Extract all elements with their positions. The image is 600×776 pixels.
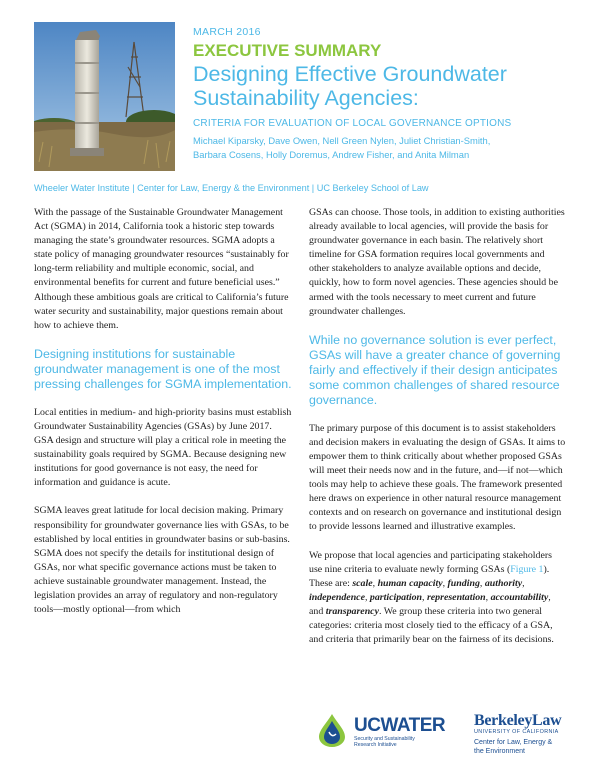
criterion-participation: participation <box>369 591 423 603</box>
ucwater-name: UCWATER <box>354 715 446 736</box>
summary-label: EXECUTIVE SUMMARY <box>193 41 382 60</box>
criterion-independence: independence <box>309 591 365 603</box>
paragraph: GSAs can choose. Those tools, in addition to existing authorities already available to local agencies, will provide the basis for groundwater governance in each basin. The relatively short timeline for GSA formation requires local governments and other stakeholders to analyze available options and decide, quickly, how to form novel agencies. These agencies should be armed with the tools necessary to meet current and future groundwater challenges. <box>309 207 565 317</box>
berkeley-center-2: the Environment <box>474 747 525 755</box>
berkeley-law-name: BerkeleyLaw <box>474 712 562 729</box>
criterion-authority: authority <box>484 577 523 589</box>
title-line-2: Sustainability Agencies: <box>193 86 419 110</box>
paragraph: With the passage of the Sustainable Groundwater Management Act (SGMA) in 2014, California took a historic step towards managing the state’s groundwater resources. SGMA adopts a state policy of managing groundwater resources “sustainably for long-term reliability and multiple economic, social, and environmental benefits for current and future beneficial uses.” Although these ambitious goals are critical to California’s future water security and sustainability, major questions remain about how to achieve them. <box>34 207 289 331</box>
cover-photo <box>34 22 175 171</box>
paragraph: SGMA leaves great latitude for local decision making. Primary responsibility for groundwater governance lies with GSAs, to be established by local entities in groundwater basins or sub-basins. SGMA does not specify the details for institutional design of GSAs, nor what specific governance actions must be taken to achieve sustainable groundwater management. Instead, the legislation provides an array of regulatory and non-regulatory tools—mostly optional—from which <box>34 505 290 616</box>
title-line-1: Designing Effective Groundwater <box>193 62 507 86</box>
subtitle: CRITERIA FOR EVALUATION OF LOCAL GOVERNANCE OPTIONS <box>193 118 512 129</box>
authors-line-2: Barbara Cosens, Holly Doremus, Andrew Fisher, and Anita Milman <box>193 149 470 160</box>
institutions-line: Wheeler Water Institute | Center for Law, Energy & the Environment | UC Berkeley School of Law <box>34 183 429 193</box>
berkeley-university: UNIVERSITY OF CALIFORNIA <box>474 729 559 735</box>
authors-line-1: Michael Kiparsky, Dave Owen, Nell Green Nylen, Juliet Christian-Smith, <box>193 135 491 146</box>
header <box>193 26 573 162</box>
criteria-paragraph: We propose that local agencies and participating stakeholders use nine criteria to evaluate newly forming GSAs (Figure 1). These are: scale, human capacity, funding, authority, independence, participation, representation, accountability, and transparency. We group these criteria into two general categories: criteria most closely tied to the efficacy of a GSA, and criteria that primarily bear on the fairness of its decisions. <box>309 549 554 646</box>
report-date: MARCH 2016 <box>193 26 261 38</box>
paragraph: The primary purpose of this document is to assist stakeholders and decision makers in evaluating the design of GSAs. It aims to empower them to think critically about whether proposed GSAs will meet their needs now and in the future, and—if not—which tools may help to achieve these goals. The framework presented here draws on experience in other natural resource management contexts and on research on governance and institutional design to provide lessons learned and illustrative examples. <box>309 422 566 533</box>
criterion-funding: funding <box>447 577 480 589</box>
criterion-transparency: transparency <box>325 605 379 617</box>
paragraph: Local entities in medium- and high-priority basins must establish Groundwater Sustainability Agencies (GSAs) by June 2017. GSA design and structure will play a critical role in meeting the sustainability goals required by SGMA. Because designing new institutions for good governance is not easy, the need for information and guidance is acute. <box>34 406 292 489</box>
water-drop-icon <box>314 712 350 748</box>
authors <box>193 134 573 162</box>
figure-1-link[interactable]: Figure 1 <box>510 563 544 575</box>
column-left <box>34 206 292 631</box>
criterion-accountability: accountability <box>490 591 549 603</box>
criterion-scale: scale <box>352 577 373 589</box>
pull-quote: Designing institutions for sustainable groundwater management is one of the most pressing challenges for SGMA implementation. <box>34 346 292 391</box>
criterion-representation: representation <box>426 591 486 603</box>
ucwater-tagline-1: Security and Sustainability <box>354 736 415 742</box>
pull-quote: While no governance solution is ever perfect, GSAs will have a greater chance of governing fairly and effectively if their design anticipates some common challenges of shared resource governance. <box>309 332 561 407</box>
ucwater-tagline-2: Research Initiative <box>354 742 397 749</box>
berkeley-center-1: Center for Law, Energy & <box>474 739 553 746</box>
berkeley-law-logo <box>474 712 561 756</box>
page-title <box>193 62 573 110</box>
column-right <box>309 206 567 661</box>
criterion-human-capacity: human capacity <box>377 577 443 589</box>
